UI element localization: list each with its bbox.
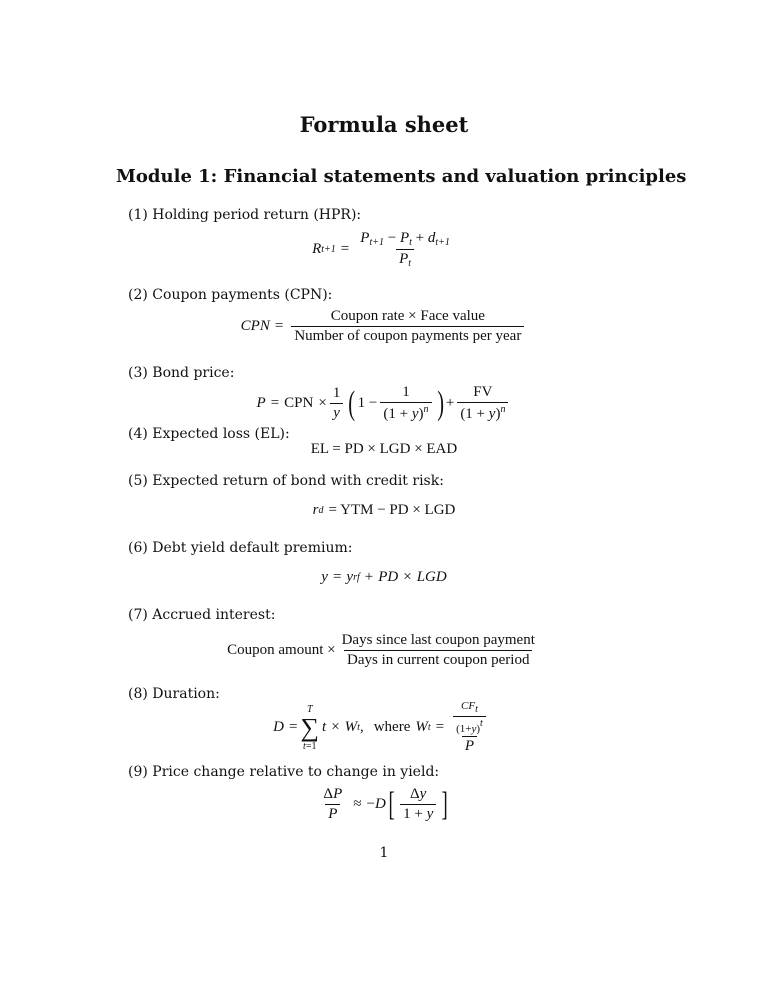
formula-hpr: R t+1 = $\frac{P_{t+1} - P_t + d_{t+1}}{P_t}$ [312,230,450,269]
item-label-5 [128,473,444,489]
formula-rd: r d = YTM − PD × LGD [312,502,456,518]
accrued-numerator: Days since last coupon payment [341,632,535,648]
formula-accrued [0,632,768,669]
cpn-symbol: CPN [284,395,314,411]
item-number: (4) [128,426,148,442]
cpn-numerator: Coupon rate × Face value [330,308,485,324]
item-number: (3) [128,365,148,381]
item-number: (7) [128,607,148,623]
item-label-4 [128,426,290,442]
item-label-6 [128,540,352,556]
formula-price-change: $\frac{\Delta P}{P}$ ≈ − D [ $\frac{\Delta y}{1 + y}$ ] [323,785,449,823]
item-text: Bond price: [152,365,235,381]
item-number: (8) [128,686,148,702]
item-label-9 [128,764,439,780]
formula-yield: y = y rf + PD × LGD [321,569,447,585]
item-number: (9) [128,764,148,780]
item-text: Debt yield default premium: [152,540,353,556]
item-text: Coupon payments (CPN): [152,287,333,303]
item-text: Accrued interest: [152,607,276,623]
cpn-denominator: Number of coupon payments per year [291,326,524,345]
section-title: Module 1: Financial statements and valuation principles [116,166,687,187]
item-label-7 [128,607,275,623]
accrued-left: Coupon amount × [227,642,336,658]
item-label-3 [128,365,234,381]
page-title: Formula sheet [299,112,469,137]
item-number: (2) [128,287,148,303]
fv-symbol: FV [473,384,493,400]
item-number: (6) [128,540,148,556]
item-text: Expected loss (EL): [152,426,290,442]
item-label-2 [128,287,332,303]
formula-cpn: CPN = $\frac{\text{Coupon rate × Face value}}{\text{Number of coupon payments per year}}$ [0,308,768,345]
formula-bond-price: P = CPN × $\frac{1}{y}$ ( 1 − $\frac{1}{(1 + y)^n}$ ) + $\frac{FV}{(1 + y)^n}$ [0,384,768,423]
rd-rhs: = YTM − PD × LGD [328,502,456,518]
page-number: 1 [379,845,389,861]
where-text: where [373,719,411,735]
accrued-denominator: Days in current coupon period [344,650,532,669]
item-number: (1) [128,207,148,223]
item-text: Duration: [152,686,220,702]
el-formula-text: EL = PD × LGD × EAD [310,441,458,457]
item-text: Expected return of bond with credit risk: [152,473,444,489]
formula-duration: D = T ∑ t=1 t × W t , where W t = $\frac{\frac{\text{CFt}}{(1+y)t}}{P}$ [0,700,768,755]
formula-el [0,441,768,458]
item-text: Holding period return (HPR): [152,207,362,223]
item-number: (5) [128,473,148,489]
item-text: Price change relative to change in yield: [152,764,440,780]
item-label-1 [128,207,361,223]
summation-symbol: T ∑ t=1 [300,703,320,752]
